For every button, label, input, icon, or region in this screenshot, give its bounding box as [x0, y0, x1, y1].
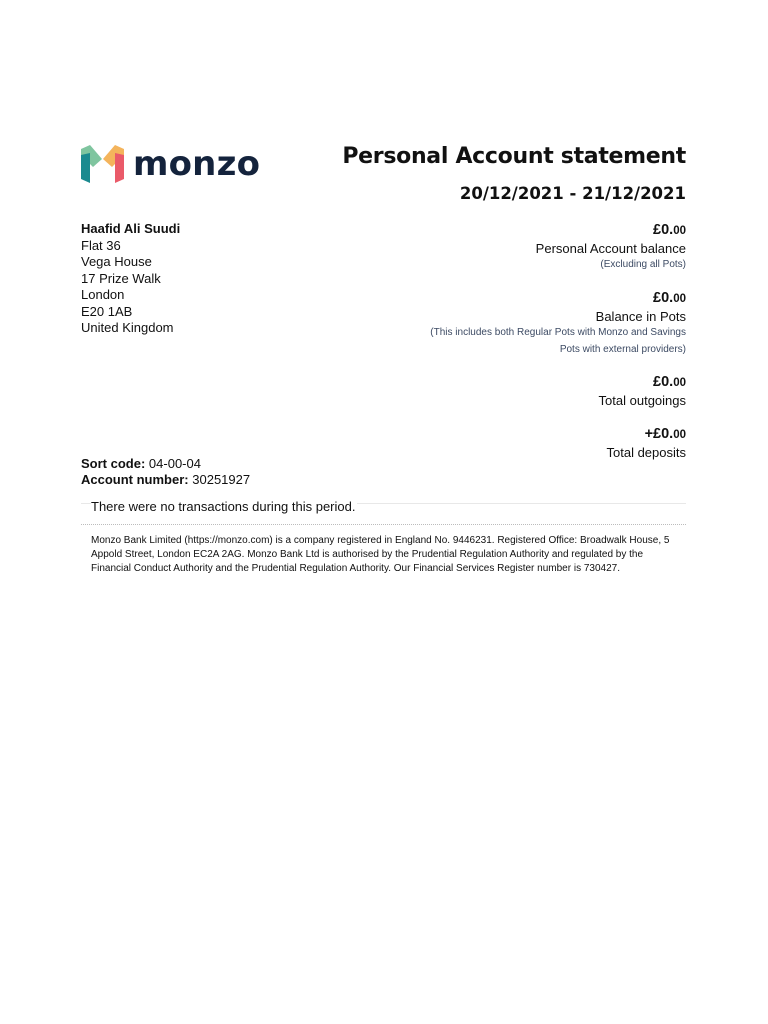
customer-address: [81, 221, 180, 337]
account-number: Account number: 30251927: [81, 472, 251, 487]
outgoings-item: [326, 373, 686, 409]
legal-footer: Monzo Bank Limited (https://monzo.com) is a company registered in England No. 9446231. Registered Office: Broadwalk House, 5 Appold Street, London EC2A 2AG. Monzo Bank Ltd is authorised by the Prudential Regulation Authority and regulated by the Financial Conduct Authority and the Prudential Regulation Authority. Our Financial Services Register number is 730427.: [91, 535, 670, 574]
account-balance-note: (Excluding all Pots): [600, 259, 686, 270]
pots-balance-label: Balance in Pots: [595, 309, 686, 324]
customer-name: Haafid Ali Suudi: [81, 221, 181, 236]
address-line: Flat 36: [81, 237, 121, 253]
deposits-label: Total deposits: [606, 445, 686, 460]
pots-balance-item: [326, 289, 686, 358]
dotted-divider: [81, 524, 686, 525]
no-transactions-message: There were no transactions during this period.: [91, 499, 356, 514]
monzo-wordmark: monzo: [133, 144, 261, 184]
address-line: 17 Prize Walk: [81, 270, 161, 286]
address-line: E20 1AB: [81, 303, 133, 319]
pots-balance-amount: £0.00: [653, 290, 686, 306]
monzo-mark-icon: [81, 145, 124, 183]
account-balance-item: [326, 221, 686, 274]
deposits-item: [326, 425, 686, 461]
outgoings-label: Total outgoings: [598, 393, 686, 408]
address-line: London: [81, 287, 125, 302]
deposits-amount: +£0.00: [644, 426, 686, 442]
statement-period: 20/12/2021 - 21/12/2021: [459, 184, 686, 203]
pots-balance-note: (This includes both Regular Pots with Monzo and Savings: [430, 327, 686, 338]
sort-code: Sort code: 04-00-04: [81, 456, 201, 471]
statement-title: Personal Account statement: [342, 144, 686, 169]
bank-details: [81, 456, 250, 488]
account-balance-label: Personal Account balance: [535, 241, 686, 256]
pots-balance-note: Pots with external providers): [559, 343, 686, 355]
address-line: United Kingdom: [81, 320, 174, 335]
outgoings-amount: £0.00: [653, 374, 686, 390]
address-line: Vega House: [81, 254, 152, 269]
account-balance-amount: £0.00: [653, 222, 686, 238]
monzo-logo: [81, 145, 260, 183]
